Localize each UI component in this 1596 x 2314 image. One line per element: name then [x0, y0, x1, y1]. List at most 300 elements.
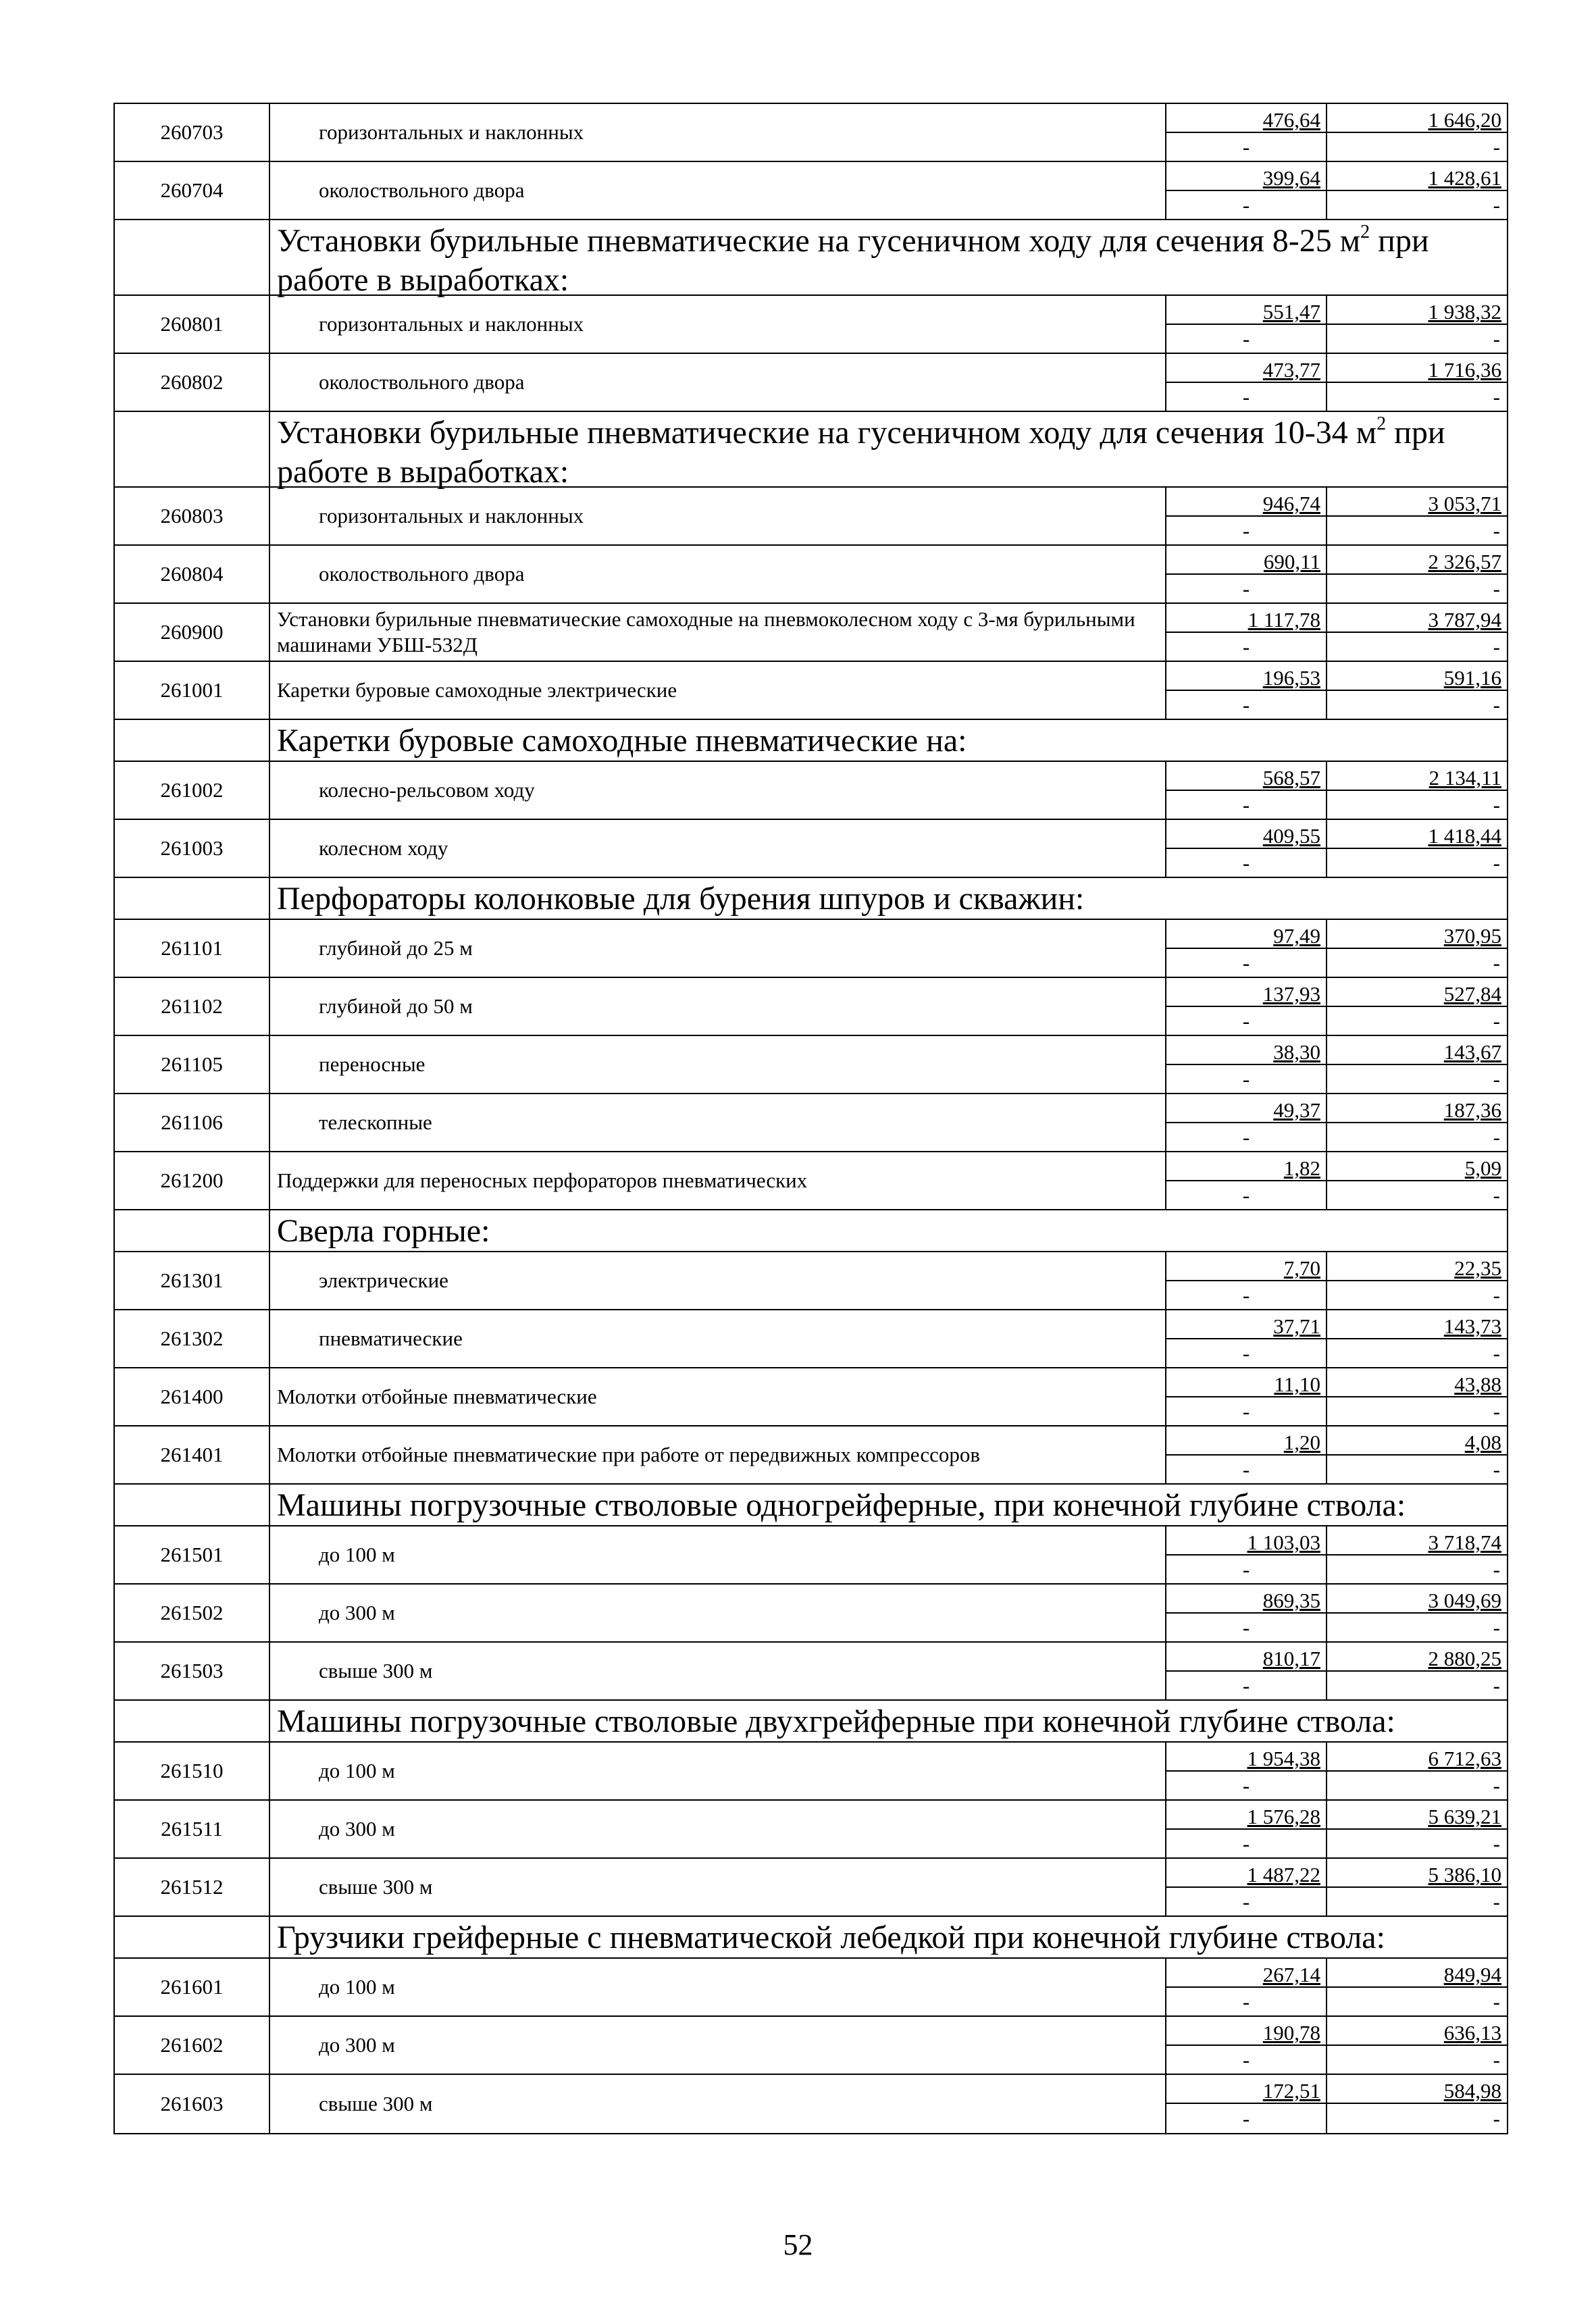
- table-row: [115, 1526, 1507, 1585]
- table-row: [115, 1959, 1507, 2017]
- item-name: глубиной до 25 м: [319, 936, 473, 960]
- value-cell-2: [1327, 104, 1507, 161]
- item-code: 261002: [115, 762, 270, 819]
- value-2: 143,67: [1327, 1036, 1507, 1065]
- code-cell-empty: [115, 720, 270, 761]
- value-1-sub: -: [1242, 850, 1250, 875]
- section-heading-text: Установки бурильные пневматические на гусеничном ходу для сечения 10-34 м: [277, 415, 1377, 451]
- value-1-sub: -: [1242, 1831, 1250, 1855]
- value-2: 2 326,57: [1327, 546, 1507, 575]
- item-code: 260801: [115, 296, 270, 353]
- item-name-cell: [270, 1643, 1166, 1699]
- value-1: 190,78: [1166, 2017, 1326, 2046]
- item-name: свыше 300 м: [319, 1875, 433, 1899]
- value-2-sub: -: [1493, 950, 1500, 975]
- value-1: 568,57: [1166, 762, 1326, 791]
- value-2: 3 787,94: [1327, 604, 1507, 633]
- value-cell-2: [1327, 354, 1507, 411]
- section-heading-text: Перфораторы колонковые для бурения шпуров и скважин:: [277, 881, 1085, 917]
- value-1: 38,30: [1166, 1036, 1326, 1065]
- value-cell-1: [1166, 1368, 1327, 1425]
- value-2: 143,73: [1327, 1310, 1507, 1339]
- item-code: 261200: [115, 1152, 270, 1209]
- value-cell-1: [1166, 1310, 1327, 1367]
- item-code: 261401: [115, 1426, 270, 1483]
- value-cell-1: [1166, 1643, 1327, 1699]
- value-2-sub: -: [1493, 1615, 1500, 1639]
- value-1-sub: -: [1242, 1989, 1250, 2013]
- value-cell-2: [1327, 978, 1507, 1035]
- table-row: [115, 1585, 1507, 1643]
- value-cell-1: [1166, 104, 1327, 161]
- section-heading: [270, 1701, 1507, 1741]
- item-code: 261105: [115, 1036, 270, 1093]
- value-2: 22,35: [1327, 1252, 1507, 1281]
- value-1: 37,71: [1166, 1310, 1326, 1339]
- value-2-sub: -: [1493, 1673, 1500, 1697]
- value-2: 3 049,69: [1327, 1585, 1507, 1614]
- item-name-cell: [270, 296, 1166, 353]
- value-2: 849,94: [1327, 1959, 1507, 1988]
- item-code: 260704: [115, 162, 270, 219]
- value-1-sub: -: [1242, 384, 1250, 409]
- table-row: [115, 354, 1507, 412]
- value-cell-1: [1166, 162, 1327, 219]
- value-1: 1,82: [1166, 1152, 1326, 1181]
- section-heading-text: Каретки буровые самоходные пневматические на:: [277, 723, 967, 759]
- code-cell-empty: [115, 412, 270, 486]
- section-heading-row: [115, 1917, 1507, 1959]
- item-name: Установки бурильные пневматические самоходные на пневмоколесном ходу с 3-мя бурильными машинами УБШ-532Д: [277, 607, 1135, 657]
- item-code: 261102: [115, 978, 270, 1035]
- value-1-sub: -: [1242, 1183, 1250, 1207]
- value-cell-1: [1166, 1252, 1327, 1309]
- section-heading-text: Грузчики грейферные с пневматической лебедкой при конечной глубине ствола:: [277, 1920, 1385, 1955]
- item-name: горизонтальных и наклонных: [319, 120, 584, 144]
- value-cell-1: [1166, 604, 1327, 661]
- value-1: 810,17: [1166, 1643, 1326, 1672]
- code-cell-empty: [115, 220, 270, 294]
- value-2-sub: -: [1493, 576, 1500, 600]
- item-name: до 100 м: [319, 1759, 395, 1782]
- value-2-sub: -: [1493, 1008, 1500, 1033]
- value-2: 187,36: [1327, 1094, 1507, 1123]
- item-name: горизонтальных и наклонных: [319, 312, 584, 336]
- code-cell-empty: [115, 1701, 270, 1741]
- value-1-sub: -: [1242, 1457, 1250, 1481]
- value-cell-1: [1166, 2075, 1327, 2133]
- value-cell-2: [1327, 1526, 1507, 1583]
- table-row: [115, 1252, 1507, 1310]
- value-1: 172,51: [1166, 2075, 1326, 2104]
- item-name: переносные: [319, 1052, 426, 1076]
- value-cell-2: [1327, 762, 1507, 819]
- section-heading-text: Машины погрузочные стволовые двухгрейферные при конечной глубине ствола:: [277, 1703, 1395, 1739]
- value-1: 7,70: [1166, 1252, 1326, 1281]
- item-name: пневматические: [319, 1327, 463, 1350]
- item-name-cell: [270, 1426, 1166, 1483]
- value-1-sub: -: [1242, 518, 1250, 542]
- value-cell-2: [1327, 1036, 1507, 1093]
- value-2: 43,88: [1327, 1368, 1507, 1397]
- value-2: 527,84: [1327, 978, 1507, 1007]
- table-row: [115, 104, 1507, 162]
- value-1: 690,11: [1166, 546, 1326, 575]
- value-1-sub: -: [1242, 1773, 1250, 1797]
- item-code: 261512: [115, 1859, 270, 1916]
- table-row: [115, 162, 1507, 220]
- value-cell-2: [1327, 2075, 1507, 2133]
- table-row: [115, 1310, 1507, 1368]
- item-name-cell: [270, 1585, 1166, 1641]
- value-cell-2: [1327, 488, 1507, 544]
- value-cell-2: [1327, 1310, 1507, 1367]
- value-cell-1: [1166, 920, 1327, 977]
- value-2-sub: -: [1493, 1283, 1500, 1307]
- table-row: [115, 978, 1507, 1036]
- item-name-cell: [270, 604, 1166, 661]
- item-code: 261501: [115, 1526, 270, 1583]
- value-2: 4,08: [1327, 1426, 1507, 1456]
- value-cell-1: [1166, 762, 1327, 819]
- item-name-cell: [270, 1368, 1166, 1425]
- value-1: 11,10: [1166, 1368, 1326, 1397]
- item-code: 260900: [115, 604, 270, 661]
- value-cell-2: [1327, 1585, 1507, 1641]
- item-name-cell: [270, 1252, 1166, 1309]
- table-row: [115, 1036, 1507, 1094]
- value-1-sub: -: [1242, 634, 1250, 659]
- section-heading-row: [115, 720, 1507, 762]
- value-2: 1 646,20: [1327, 104, 1507, 133]
- item-name-cell: [270, 2075, 1166, 2133]
- value-1: 97,49: [1166, 920, 1326, 949]
- item-name-cell: [270, 820, 1166, 877]
- table-row: [115, 1094, 1507, 1152]
- item-name-cell: [270, 1152, 1166, 1209]
- table-row: [115, 920, 1507, 978]
- item-code: 261603: [115, 2075, 270, 2133]
- value-2: 1 418,44: [1327, 820, 1507, 849]
- value-cell-1: [1166, 978, 1327, 1035]
- table-row: [115, 820, 1507, 878]
- table-row: [115, 1368, 1507, 1426]
- item-code: 261510: [115, 1743, 270, 1799]
- item-code: 261302: [115, 1310, 270, 1367]
- item-name-cell: [270, 354, 1166, 411]
- value-2: 636,13: [1327, 2017, 1507, 2046]
- value-cell-2: [1327, 2017, 1507, 2074]
- value-2-sub: -: [1493, 792, 1500, 817]
- item-name: до 100 м: [319, 1975, 395, 1999]
- value-cell-2: [1327, 296, 1507, 353]
- item-name-cell: [270, 1094, 1166, 1151]
- code-cell-empty: [115, 1485, 270, 1525]
- value-2-sub: -: [1493, 1183, 1500, 1207]
- value-2-sub: -: [1493, 134, 1500, 159]
- item-name: Молотки отбойные пневматические при работе от передвижных компрессоров: [277, 1443, 980, 1466]
- table-row: [115, 604, 1507, 662]
- value-1-sub: -: [1242, 192, 1250, 217]
- item-name: колесном ходу: [319, 836, 448, 860]
- item-code: 261502: [115, 1585, 270, 1641]
- section-heading: [270, 1917, 1507, 1957]
- value-2: 3 053,71: [1327, 488, 1507, 517]
- value-cell-2: [1327, 1959, 1507, 2015]
- value-cell-2: [1327, 604, 1507, 661]
- section-heading-text-cont: при работе в выработках:: [277, 223, 1429, 298]
- unit-superscript: 2: [1376, 413, 1387, 434]
- item-code: 261101: [115, 920, 270, 977]
- value-cell-2: [1327, 1743, 1507, 1799]
- value-cell-1: [1166, 354, 1327, 411]
- value-cell-2: [1327, 920, 1507, 977]
- code-cell-empty: [115, 1210, 270, 1251]
- value-cell-1: [1166, 2017, 1327, 2074]
- section-heading: [270, 720, 1507, 761]
- item-name: глубиной до 50 м: [319, 994, 473, 1018]
- value-cell-1: [1166, 1585, 1327, 1641]
- section-heading-row: [115, 1701, 1507, 1743]
- value-1: 137,93: [1166, 978, 1326, 1007]
- item-code: 261601: [115, 1959, 270, 2015]
- item-name-cell: [270, 488, 1166, 544]
- value-1: 946,74: [1166, 488, 1326, 517]
- section-heading: [270, 220, 1507, 298]
- item-name: Каретки буровые самоходные электрические: [277, 678, 677, 702]
- value-2-sub: -: [1493, 1773, 1500, 1797]
- value-2-sub: -: [1493, 850, 1500, 875]
- value-cell-1: [1166, 1959, 1327, 2015]
- item-name-cell: [270, 662, 1166, 719]
- value-1: 476,64: [1166, 104, 1326, 133]
- table-row: [115, 662, 1507, 720]
- item-code: 261001: [115, 662, 270, 719]
- value-2-sub: -: [1493, 1557, 1500, 1581]
- value-2-sub: -: [1493, 1457, 1500, 1481]
- item-name: электрические: [319, 1268, 448, 1292]
- value-2: 1 938,32: [1327, 296, 1507, 325]
- value-2-sub: -: [1493, 2047, 1500, 2072]
- item-name: телескопные: [319, 1110, 432, 1134]
- value-cell-1: [1166, 1094, 1327, 1151]
- item-name: до 300 м: [319, 1601, 395, 1624]
- value-1-sub: -: [1242, 134, 1250, 159]
- table-row: [115, 546, 1507, 604]
- value-1-sub: -: [1242, 692, 1250, 717]
- item-name: до 100 м: [319, 1543, 395, 1566]
- value-2-sub: -: [1493, 1989, 1500, 2013]
- value-cell-1: [1166, 662, 1327, 719]
- value-1: 409,55: [1166, 820, 1326, 849]
- item-name-cell: [270, 162, 1166, 219]
- item-name-cell: [270, 104, 1166, 161]
- item-code: 261400: [115, 1368, 270, 1425]
- item-code: 261503: [115, 1643, 270, 1699]
- value-2-sub: -: [1493, 384, 1500, 409]
- value-cell-1: [1166, 1801, 1327, 1857]
- value-1-sub: -: [1242, 792, 1250, 817]
- section-heading-row: [115, 878, 1507, 920]
- table-row: [115, 1643, 1507, 1701]
- value-cell-2: [1327, 820, 1507, 877]
- value-cell-2: [1327, 1152, 1507, 1209]
- table-row: [115, 1426, 1507, 1485]
- value-1: 551,47: [1166, 296, 1326, 325]
- section-heading-text: Машины погрузочные стволовые одногрейферные, при конечной глубине ствола:: [277, 1487, 1406, 1523]
- value-cell-1: [1166, 296, 1327, 353]
- value-1: 1 117,78: [1166, 604, 1326, 633]
- value-1-sub: -: [1242, 1008, 1250, 1033]
- page-number: 52: [783, 2228, 813, 2261]
- item-name-cell: [270, 2017, 1166, 2074]
- value-2-sub: -: [1493, 692, 1500, 717]
- item-name: горизонтальных и наклонных: [319, 504, 584, 528]
- item-name-cell: [270, 546, 1166, 602]
- value-cell-2: [1327, 1801, 1507, 1857]
- table-row: [115, 1152, 1507, 1210]
- value-2-sub: -: [1493, 1399, 1500, 1423]
- item-code: 260803: [115, 488, 270, 544]
- value-1: 473,77: [1166, 354, 1326, 383]
- value-1-sub: -: [1242, 2106, 1250, 2130]
- section-heading-text-cont: при работе в выработках:: [277, 415, 1445, 490]
- value-1: 49,37: [1166, 1094, 1326, 1123]
- value-2: 591,16: [1327, 662, 1507, 691]
- item-name: колесно-рельсовом ходу: [319, 778, 535, 802]
- item-code: 261003: [115, 820, 270, 877]
- item-name: околоствольного двора: [319, 562, 525, 586]
- item-name: околоствольного двора: [319, 370, 525, 394]
- item-name: свыше 300 м: [319, 1659, 433, 1682]
- value-2-sub: -: [1493, 1125, 1500, 1149]
- item-name-cell: [270, 1801, 1166, 1857]
- value-2: 1 716,36: [1327, 354, 1507, 383]
- table-row: [115, 1801, 1507, 1859]
- value-2: 5 386,10: [1327, 1859, 1507, 1888]
- item-name: до 300 м: [319, 1817, 395, 1841]
- value-1-sub: -: [1242, 1066, 1250, 1091]
- value-2-sub: -: [1493, 1831, 1500, 1855]
- value-1: 267,14: [1166, 1959, 1326, 1988]
- item-name-cell: [270, 920, 1166, 977]
- value-cell-1: [1166, 1859, 1327, 1916]
- value-cell-1: [1166, 1152, 1327, 1209]
- value-2-sub: -: [1493, 2106, 1500, 2130]
- item-name-cell: [270, 1036, 1166, 1093]
- price-table: [113, 103, 1508, 2134]
- value-1-sub: -: [1242, 2047, 1250, 2072]
- section-heading-row: [115, 220, 1507, 296]
- value-cell-1: [1166, 1526, 1327, 1583]
- value-cell-2: [1327, 162, 1507, 219]
- item-name-cell: [270, 1310, 1166, 1367]
- item-code: 260804: [115, 546, 270, 602]
- item-name-cell: [270, 1743, 1166, 1799]
- value-1-sub: -: [1242, 576, 1250, 600]
- value-2-sub: -: [1493, 1889, 1500, 1913]
- value-1: 1 954,38: [1166, 1743, 1326, 1772]
- item-name: Молотки отбойные пневматические: [277, 1385, 597, 1408]
- value-1-sub: -: [1242, 950, 1250, 975]
- item-name-cell: [270, 978, 1166, 1035]
- section-heading-row: [115, 1210, 1507, 1252]
- table-row: [115, 762, 1507, 820]
- value-1-sub: -: [1242, 1615, 1250, 1639]
- code-cell-empty: [115, 878, 270, 919]
- value-cell-2: [1327, 1859, 1507, 1916]
- code-cell-empty: [115, 1917, 270, 1957]
- value-2: 5 639,21: [1327, 1801, 1507, 1830]
- value-cell-2: [1327, 662, 1507, 719]
- value-1: 1 103,03: [1166, 1526, 1326, 1555]
- section-heading: [270, 412, 1507, 490]
- item-name: Поддержки для переносных перфораторов пневматических: [277, 1168, 808, 1192]
- value-2: 584,98: [1327, 2075, 1507, 2104]
- value-cell-1: [1166, 546, 1327, 602]
- value-2: 1 428,61: [1327, 162, 1507, 191]
- value-1: 399,64: [1166, 162, 1326, 191]
- value-cell-2: [1327, 1643, 1507, 1699]
- value-2: 2 880,25: [1327, 1643, 1507, 1672]
- value-2-sub: -: [1493, 192, 1500, 217]
- item-code: 261301: [115, 1252, 270, 1309]
- value-2-sub: -: [1493, 326, 1500, 351]
- value-1-sub: -: [1242, 1125, 1250, 1149]
- value-1-sub: -: [1242, 1673, 1250, 1697]
- value-2: 3 718,74: [1327, 1526, 1507, 1555]
- item-name: околоствольного двора: [319, 178, 525, 202]
- item-name-cell: [270, 762, 1166, 819]
- unit-superscript: 2: [1360, 222, 1370, 242]
- section-heading-text: Сверла горные:: [277, 1213, 490, 1249]
- value-cell-1: [1166, 820, 1327, 877]
- value-1-sub: -: [1242, 1889, 1250, 1913]
- value-1-sub: -: [1242, 1341, 1250, 1365]
- value-2-sub: -: [1493, 1066, 1500, 1091]
- item-code: 260703: [115, 104, 270, 161]
- table-row: [115, 296, 1507, 354]
- table-row: [115, 2075, 1507, 2133]
- value-2: 2 134,11: [1327, 762, 1507, 791]
- value-2: 6 712,63: [1327, 1743, 1507, 1772]
- item-code: 260802: [115, 354, 270, 411]
- item-name: свыше 300 м: [319, 2092, 433, 2115]
- value-1: 196,53: [1166, 662, 1326, 691]
- value-cell-2: [1327, 1368, 1507, 1425]
- value-1-sub: -: [1242, 1283, 1250, 1307]
- section-heading: [270, 1210, 1507, 1251]
- value-1-sub: -: [1242, 326, 1250, 351]
- value-cell-1: [1166, 1426, 1327, 1483]
- item-code: 261511: [115, 1801, 270, 1857]
- section-heading-text: Установки бурильные пневматические на гусеничном ходу для сечения 8-25 м: [277, 223, 1361, 259]
- item-name-cell: [270, 1526, 1166, 1583]
- item-name-cell: [270, 1959, 1166, 2015]
- value-2: 5,09: [1327, 1152, 1507, 1181]
- value-cell-2: [1327, 1094, 1507, 1151]
- item-name-cell: [270, 1859, 1166, 1916]
- value-cell-1: [1166, 488, 1327, 544]
- section-heading: [270, 1485, 1507, 1525]
- value-2-sub: -: [1493, 518, 1500, 542]
- value-cell-2: [1327, 1426, 1507, 1483]
- value-cell-2: [1327, 1252, 1507, 1309]
- table-row: [115, 1743, 1507, 1801]
- value-1: 869,35: [1166, 1585, 1326, 1614]
- value-cell-1: [1166, 1743, 1327, 1799]
- value-2-sub: -: [1493, 1341, 1500, 1365]
